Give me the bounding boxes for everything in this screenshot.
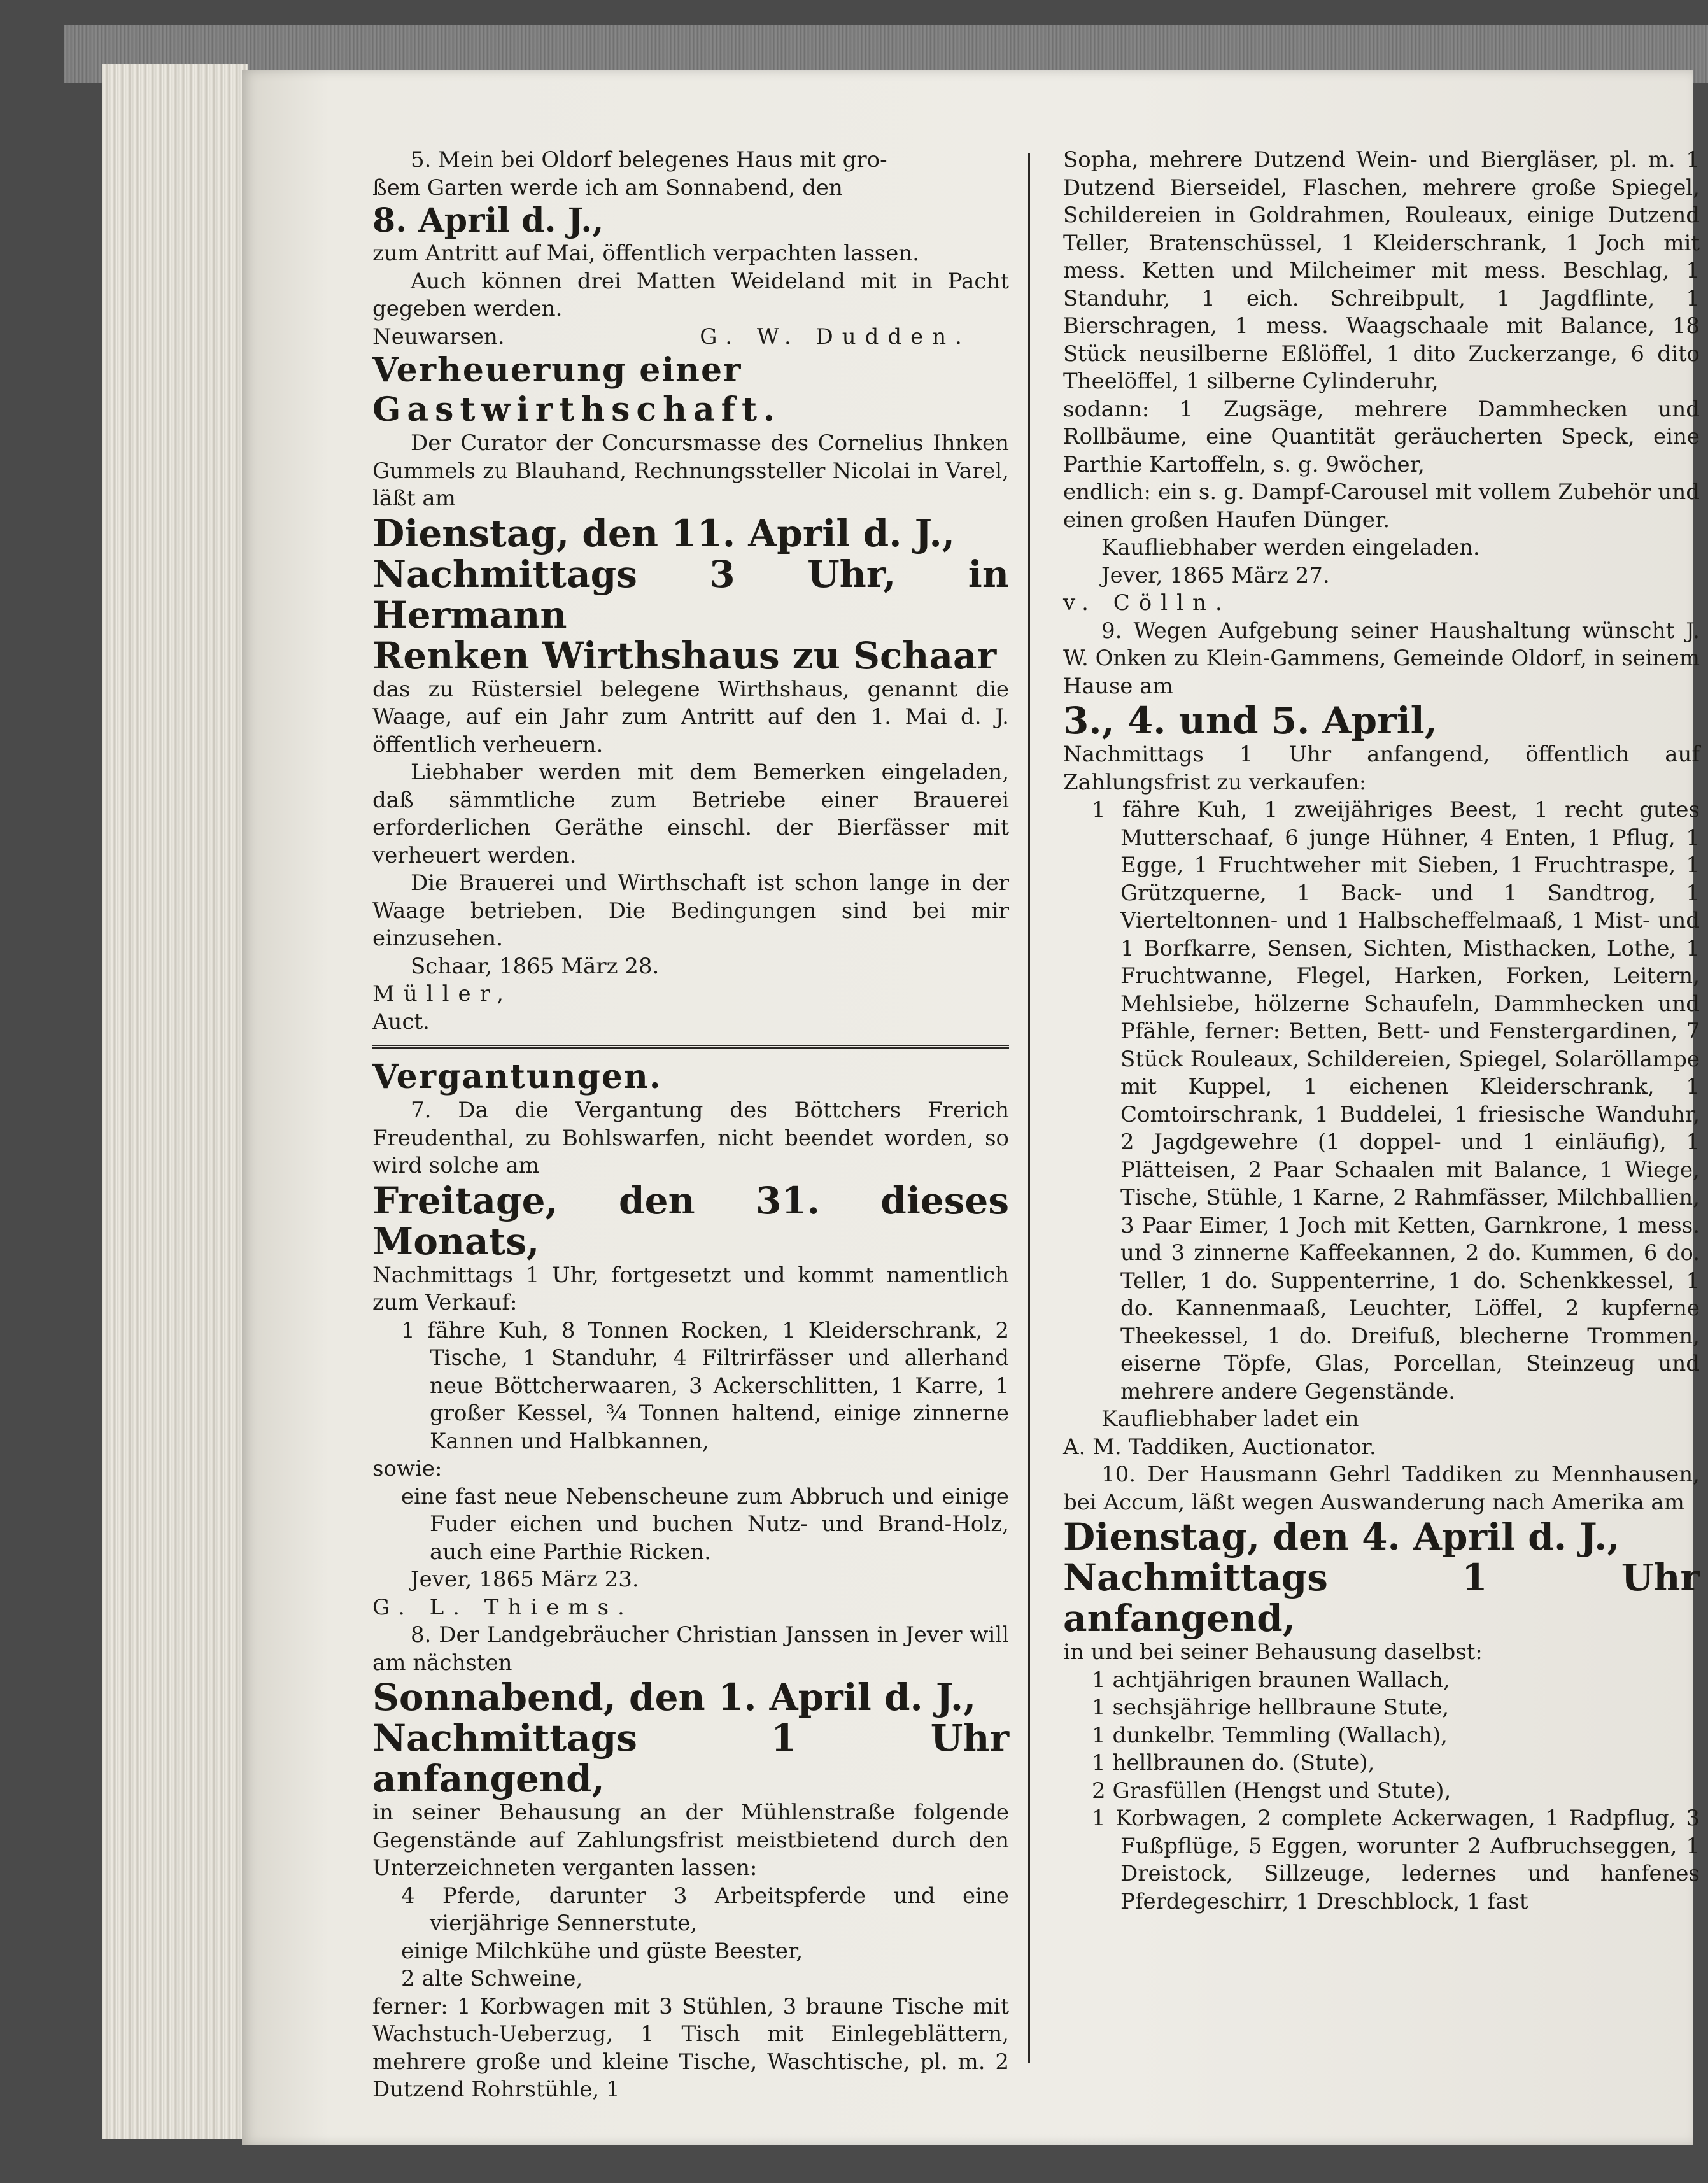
ad8-item-1: 4 Pferde, darunter 3 Arbeitspferde und eine vierjährige Sennerstute,: [401, 1883, 1009, 1936]
ad7-list-2: eine fast neue Nebenscheune zum Abbruch und einige Fuder eichen und buchen Nutz- und Brand-Holz, auch eine Parthie Ricken.: [401, 1483, 1009, 1565]
column-divider: [1028, 153, 1030, 2063]
ad6-big-1: Dienstag, den 11. April d. J.,: [372, 511, 955, 555]
ad10-big-1: Dienstag, den 4. April d. J.,: [1063, 1515, 1620, 1558]
ad9-list: 1 fähre Kuh, 1 zweijähriges Beest, 1 recht gutes Mutterschaaf, 6 junge Hühner, 4 Enten, 1 Pflug, 1 Egge, 1 Fruchtweher mit Sieben, 1 Fruchtraspe, 1 Grützquerne, 1 Back- und 1 Sandtrog, 1 Vierteltonnen- und 1 Halbscheffelmaaß, 1 Mist- und 1 Borfkarre, Sensen, Sichten, Misthacken, Lothe, 1 Fruchtwanne, Flegel, Harken, Forken, Leitern, Mehlsiebe, hölzerne Schaufeln, Dammhecken und Pfähle, ferner: Betten, Bett- und Fenstergardinen, 7 Stück Rouleaux, Schildereien, Spiegel, Solaröllampe mit Kuppel, 1 eichenen Kleiderschrank, 1 Comtoirschrank, 1 Buddelei, 1 friesische Wanduhr, 2 Jagdgewehre (1 doppel- und 1 einläufig), 1 Plätteisen, 2 Paar Schaalen mit Balance, 1 Wiege, Tische, Stühle, 1 Karne, 2 Rahmfässer, Milchballien, 3 Paar Eimer, 1 Joch mit Ketten, Garnkrone, 1 mess. und 3 zinnerne Kaffeekannen, 2 do. Kummen, 6 do. Teller, 1 do. Suppenterrine, 1 do. Schenkkessel, 1 do. Kannenmaaß, Leuchter, Löffel, 2 kupferne Theekessel, 1 do. Dreifuß, blecherne Trommen, eiserne Töpfe, Glas, Porcellan, Steinzeug und mehrere andere Gegenstände.: [1092, 797, 1700, 1404]
ad9-big: 3., 4. und 5. April,: [1063, 699, 1437, 742]
ad9-signature: A. M. Taddiken, Auctionator.: [1063, 1434, 1376, 1460]
section-heading: Vergantungen.: [372, 1057, 662, 1096]
ad8-item-3: 2 alte Schweine,: [401, 1966, 583, 1991]
ad9-body-1: 9. Wegen Aufgebung seiner Haushaltung wünscht J. W. Onken zu Klein-Gammens, Gemeinde Oldorf, in seinem Hause am: [1063, 618, 1700, 699]
ad7-sowie: sowie:: [372, 1456, 442, 1481]
right-column: [1063, 146, 1700, 1916]
ad8-big-2: Nachmittags 1 Uhr anfangend,: [372, 1716, 1009, 1800]
ad6-big-2: Nachmittags 3 Uhr, in Hermann: [372, 552, 1009, 637]
ad6-body-3: Liebhaber werden mit dem Bemerken eingeladen, daß sämmtliche zum Betriebe einer Brauerei erforderlichen Geräthe einschl. der Bierfässer mit verheuert werden.: [372, 759, 1009, 868]
ad7-signature: G. L. Thiems.: [372, 1594, 633, 1620]
ad6-signature-title: Auct.: [372, 1008, 430, 1035]
ad8-continued-4: Kaufliebhaber werden eingeladen.: [1101, 535, 1480, 560]
ad8-date: Jever, 1865 März 27.: [1101, 562, 1330, 588]
ad7-date: Jever, 1865 März 23.: [411, 1567, 639, 1592]
ad8-item-2: einige Milchkühe und güste Beester,: [401, 1938, 803, 1964]
ad10-item-5: 2 Grasfüllen (Hengst und Stute),: [1092, 1777, 1451, 1804]
ad10-item-6: 1 Korbwagen, 2 complete Ackerwagen, 1 Radpflug, 3 Fußpflüge, 5 Eggen, worunter 2 Aufbruchseggen, 1 Dreistock, Sillzeuge, ledernes und hanfenes Pferdegeschirr, 1 Dreschblock, 1 fast: [1092, 1805, 1700, 1914]
ad5-line4: Auch können drei Matten Weideland mit in Pacht gegeben werden.: [372, 268, 1009, 321]
book-page-stack: [102, 64, 248, 2139]
ad5-date: 8. April d. J.,: [372, 201, 604, 240]
ad5-place: Neuwarsen.: [372, 323, 505, 350]
ad10-big-2: Nachmittags 1 Uhr anfangend,: [1063, 1556, 1700, 1640]
ad8-big-1: Sonnabend, den 1. April d. J.,: [372, 1676, 977, 1719]
ad8-signature: v. Cölln.: [1063, 590, 1231, 616]
ad5-signature: G. W. Dudden.: [700, 323, 971, 350]
ad8-ferner: ferner: 1 Korbwagen mit 3 Stühlen, 3 braune Tische mit Wachstuch-Ueberzug, 1 Tisch mit Einlegeblättern, mehrere große und kleine Tische, Waschtische, pl. m. 2 Dutzend Rohrstühle, 1: [372, 1993, 1009, 2102]
ad6-body-1: Der Curator der Concursmasse des Cornelius Ihnken Gummels zu Blauhand, Rechnungssteller Nicolai in Varel, läßt am: [372, 430, 1009, 511]
section-rule: [372, 1045, 1009, 1049]
ad10-item-3: 1 dunkelbr. Temmling (Wallach),: [1092, 1722, 1448, 1748]
ad10-body-2: in und bei seiner Behausung daselbst:: [1063, 1639, 1483, 1665]
ad8-continued-3: endlich: ein s. g. Dampf-Carousel mit vollem Zubehör und einen großen Haufen Dünger.: [1063, 479, 1700, 533]
ad5-line1: 5. Mein bei Oldorf belegenes Haus mit gro-: [411, 147, 887, 173]
ad6-heading-2: Gastwirthschaft.: [372, 390, 782, 429]
ad9-invite: Kaufliebhaber ladet ein: [1101, 1406, 1359, 1432]
ad5-signature-row: [372, 323, 1009, 351]
ad7-big: Freitage, den 31. dieses Monats,: [372, 1178, 1009, 1263]
ad8-continued-2: sodann: 1 Zugsäge, mehrere Dammhecken und Rollbäume, eine Quantität geräucherten Speck, eine Parthie Kartoffeln, s. g. 9wöcher,: [1063, 396, 1700, 477]
ad6-signature: Müller,: [372, 981, 512, 1007]
ad7-list: 1 fähre Kuh, 8 Tonnen Rocken, 1 Kleiderschrank, 2 Tische, 1 Standuhr, 4 Filtrirfässer und allerhand neue Böttcherwaaren, 3 Ackerschlitten, 1 Karre, 1 großer Kessel, ¾ Tonnen haltend, einige zinnerne Kannen und Halbkannen,: [401, 1317, 1009, 1454]
ad9-body-2: Nachmittags 1 Uhr anfangend, öffentlich auf Zahlungsfrist zu verkaufen:: [1063, 742, 1700, 795]
ad8-continued-1: Sopha, mehrere Dutzend Wein- und Biergläser, pl. m. 1 Dutzend Bierseidel, Flaschen, mehrere große Spiegel, Schildereien in Goldrahmen, Rouleaux, einige Dutzend Teller, Bratenschüssel, 1 Kleiderschrank, 1 Joch mit mess. Ketten und Milcheimer mit mess. Beschlag, 1 Standuhr, 1 eich. Schreibpult, 1 Jagdflinte, 1 Bierschragen, 1 mess. Waagschaale mit Balance, 18 Stück neusilberne Eßlöffel, 1 dito Zuckerzange, 6 dito Theelöffel, 1 silberne Cylinderuhr,: [1063, 147, 1700, 394]
ad8-body-2: in seiner Behausung an der Mühlenstraße folgende Gegenstände auf Zahlungsfrist meistbietend durch den Unterzeichneten verganten lassen:: [372, 1800, 1009, 1881]
ad10-body-1: 10. Der Hausmann Gehrl Taddiken zu Mennhausen, bei Accum, läßt wegen Auswanderung nach Amerika am: [1063, 1462, 1700, 1515]
ad6-heading-1: Verheuerung einer: [372, 351, 742, 390]
ad8-body-1: 8. Der Landgebräucher Christian Janssen in Jever will am nächsten: [372, 1622, 1009, 1676]
ad10-item-4: 1 hellbraunen do. (Stute),: [1092, 1750, 1375, 1776]
ad7-body-1: 7. Da die Vergantung des Böttchers Frerich Freudenthal, zu Bohlswarfen, nicht beendet worden, so wird solche am: [372, 1098, 1009, 1178]
ad6-body-2: das zu Rüstersiel belegene Wirthshaus, genannt die Waage, auf ein Jahr zum Antritt auf den 1. Mai d. J. öffentlich verheuern.: [372, 676, 1009, 758]
newspaper-page: [242, 70, 1700, 2145]
ad6-date: Schaar, 1865 März 28.: [411, 953, 660, 979]
ad6-big-3: Renken Wirthshaus zu Schaar: [372, 633, 997, 677]
left-column: [372, 146, 1009, 2104]
ad5-line3: zum Antritt auf Mai, öffentlich verpachten lassen.: [372, 241, 920, 266]
ad6-body-4: Die Brauerei und Wirthschaft ist schon lange in der Waage betrieben. Die Bedingungen sind bei mir einzusehen.: [372, 870, 1009, 951]
ad7-body-2: Nachmittags 1 Uhr, fortgesetzt und kommt namentlich zum Verkauf:: [372, 1262, 1009, 1315]
ad10-item-2: 1 sechsjährige hellbraune Stute,: [1092, 1695, 1450, 1720]
ad10-item-1: 1 achtjährigen braunen Wallach,: [1092, 1667, 1450, 1693]
ad5-line2: ßem Garten werde ich am Sonnabend, den: [372, 174, 843, 201]
